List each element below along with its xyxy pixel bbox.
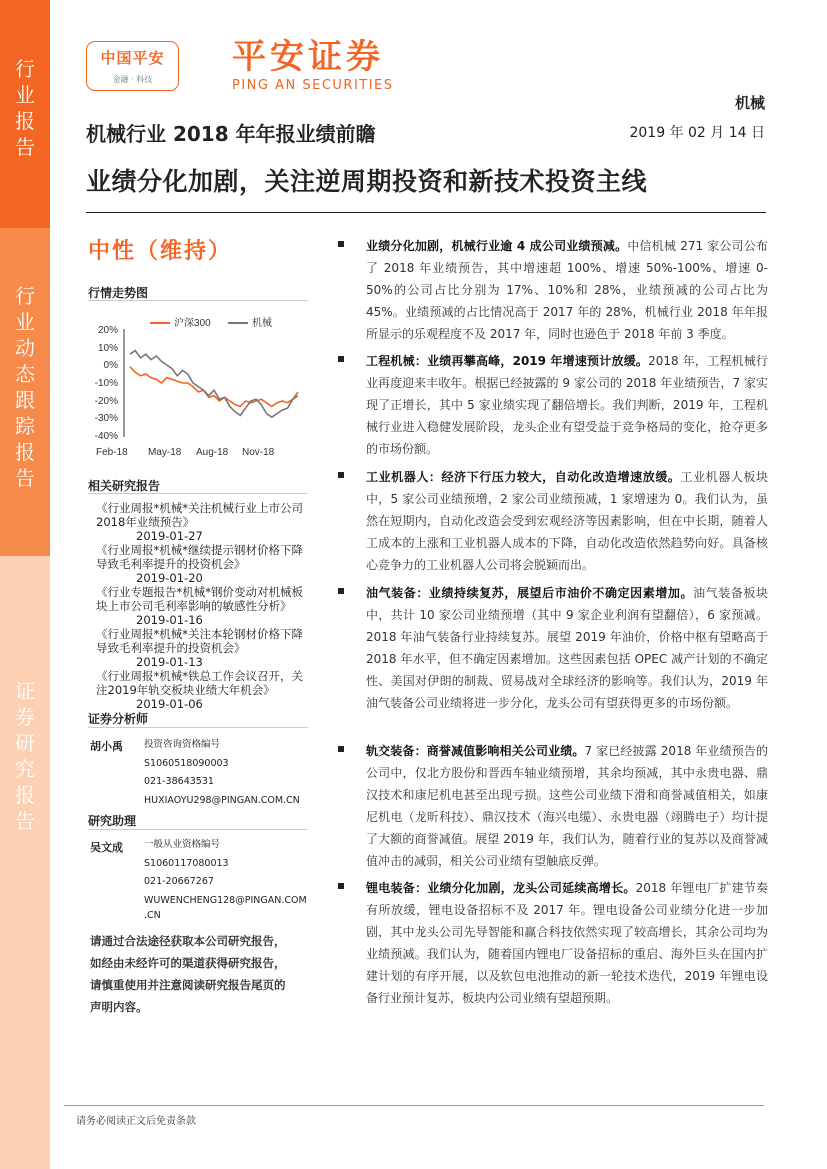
y-tick-label: -10% bbox=[94, 378, 118, 389]
bullet-body: 工业机器人板块中，5 家公司业绩预增，2 家公司业绩预减，1 家增速为 0。我们认为，虽然在短期内，自动化改造会受到宏观经济等因素影响，但在中长期，随着人工成本的上涨和工业机器人成本的下降，自动化改造依然趋势向好。具备核心竞争力的工业机器人公司将会脱颖而出。 bbox=[366, 470, 768, 572]
brand-name: 平安证券 bbox=[232, 37, 384, 77]
analyst-info-line: S1060518090003 bbox=[144, 757, 229, 769]
bullet-body: 2018 年，工程机械行业再度迎来丰收年。根据已经披露的 9 家公司的 2018 年业绩预告，7 家实现了正增长，其中 5 家业绩实现了翻倍增长。我们判断，2019 年，工程机械行业进入稳健发展阶段，龙头企业有望受益于竞争格局的变化，抢夺更多的市场份额。 bbox=[366, 354, 768, 456]
bullet-lithium-equipment bbox=[338, 877, 768, 1009]
report-headline: 业绩分化加剧，关注逆周期投资和新技术投资主线 bbox=[86, 167, 648, 196]
chart-section-title: 行情走势图 bbox=[88, 286, 149, 300]
bullet-body: 中信机械 271 家公司公布了 2018 年业绩预告，其中增速超 100%、增速 50%-100%、增速 0-50%的公司占比分别为 17%、10%和 28%，业绩预减的公司占比为 45%。业绩预减的占比情况高于 2017 年的 28%，机械行业 2018 年年报所显示的乐观程度不及 2017 年，同时也逊色于 2018 年前 3 季度。 bbox=[366, 239, 768, 341]
bullet-square-icon bbox=[338, 746, 344, 752]
series-line-hs300 bbox=[130, 367, 298, 407]
related-report-item[interactable] bbox=[96, 669, 304, 711]
bullet-construction-machinery bbox=[338, 350, 768, 460]
related-report-item[interactable] bbox=[96, 501, 304, 543]
market-trend-chart bbox=[88, 305, 308, 467]
assistant-email-cont: .CN bbox=[144, 910, 161, 921]
bullet-heading: 锂电装备：业绩分化加剧，龙头公司延续高增长。 bbox=[366, 881, 636, 895]
report-title: 《行业周报*机械*继续提示钢材价格下降导致毛利率提升的投资机会》 bbox=[96, 543, 303, 571]
analyst-info-line: 021-38643531 bbox=[144, 776, 214, 787]
bullet-heading: 业绩分化加剧，机械行业逾 4 成公司业绩预减。 bbox=[366, 239, 628, 253]
assistant-info-line: 一般从业资格编号 bbox=[144, 839, 221, 850]
y-tick-label: -40% bbox=[94, 431, 118, 442]
footer-note: 请务必阅读正文后免责条款 bbox=[76, 1116, 196, 1127]
y-tick-label: -20% bbox=[94, 396, 118, 407]
analyst-info bbox=[144, 736, 300, 810]
bullet-heading: 轨交装备：商誉减值影响相关公司业绩。 bbox=[366, 744, 585, 758]
report-title: 《行业周报*机械*铁总工作会议召开，关注2019年轨交板块业绩大年机会》 bbox=[96, 669, 303, 697]
assistant-section-title: 研究助理 bbox=[88, 814, 137, 828]
industry-label: 机械 bbox=[734, 94, 765, 112]
bullet-square-icon bbox=[338, 883, 344, 889]
analyst-section-title: 证券分析师 bbox=[88, 712, 149, 726]
bullet-square-icon bbox=[338, 356, 344, 362]
legend-label-hs300: 沪深300 bbox=[174, 318, 211, 329]
related-report-item[interactable] bbox=[96, 543, 304, 585]
brand bbox=[232, 38, 394, 93]
divider bbox=[88, 727, 308, 728]
report-date: 2019-01-16 bbox=[136, 613, 203, 627]
disclaimer: 请通过合法途径获取本公司研究报告，如经由未经许可的渠道获得研究报告，请慎重使用并注意阅读研究报告尾页的声明内容。 bbox=[90, 934, 286, 1014]
brand-name-en: PING AN SECURITIES bbox=[232, 78, 394, 93]
sidebar-section-securities-research: 证 券 研 究 报 告 bbox=[0, 556, 50, 1169]
report-title: 《行业周报*机械*关注机械行业上市公司2018年业绩预告》 bbox=[96, 501, 303, 529]
ping-an-logo bbox=[86, 41, 179, 91]
bullet-body: 7 家已经披露 2018 年业绩预告的公司中，仅北方股份和晋西车轴业绩预增，其余均预减，其中永贵电器、鼎汉技术和康尼机电甚至出现亏损。这些公司业绩下滑和商誉减值相关，如康尼机电（龙昕科技）、鼎汉技术（海兴电缆）、永贵电器（翊腾电子）均计提了大额的商誉减值。展望 2019 年，我们认为，随着行业的复苏以及商誉减值冲击的减弱，相关公司业绩有望触底反弹。 bbox=[366, 744, 768, 868]
report-title: 《行业周报*机械*关注本轮钢材价格下降导致毛利率提升的投资机会》 bbox=[96, 627, 303, 655]
logo-text: 中国平安 bbox=[100, 49, 165, 67]
bullet-body: 2018 年锂电厂扩建节奏有所放缓，锂电设备招标不及 2017 年。锂电设备公司业绩分化进一步加剧，其中龙头公司先导智能和赢合科技依然实现了较高增长，其余公司均为业绩预减。我们认为，随着国内锂电厂设备招标的重启、海外巨头在国内扩建计划的有序开展，以及软包电池推动的新一轮技术迭代，2019 年锂电设备行业预计复苏，板块内公司业绩有望超预期。 bbox=[366, 881, 768, 1005]
x-tick-label: Feb-18 bbox=[96, 447, 128, 458]
bullet-oil-gas-equipment bbox=[338, 582, 768, 714]
legend-label-machinery: 机械 bbox=[252, 318, 272, 329]
y-tick-label: 10% bbox=[97, 343, 118, 354]
bullet-heading: 工程机械：业绩再攀高峰，2019 年增速预计放缓。 bbox=[366, 354, 649, 368]
report-title: 《行业专题报告*机械*钢价变动对机械板块上市公司毛利率影响的敏感性分析》 bbox=[96, 585, 303, 613]
analyst-info-line: 投资咨询资格编号 bbox=[144, 739, 221, 750]
divider bbox=[88, 493, 308, 494]
bullet-industrial-robots bbox=[338, 466, 768, 576]
divider bbox=[88, 300, 308, 301]
related-report-item[interactable] bbox=[96, 585, 304, 627]
sidebar-section-industry-report: 行 业 报 告 bbox=[0, 0, 50, 228]
related-report-item[interactable] bbox=[96, 627, 304, 669]
x-tick-label: Nov-18 bbox=[242, 447, 275, 458]
rating: 中性（维持） bbox=[88, 239, 233, 264]
report-date: 2019-01-06 bbox=[136, 697, 203, 711]
y-tick-label: 20% bbox=[97, 325, 118, 336]
sidebar bbox=[0, 0, 50, 1169]
assistant-info bbox=[144, 836, 307, 922]
x-tick-label: Aug-18 bbox=[196, 447, 229, 458]
sidebar-section-industry-tracking: 行 业 动 态 跟 踪 报 告 bbox=[0, 228, 50, 556]
assistant-info-line: S1060117080013 bbox=[144, 857, 229, 869]
report-date: 2019 年 02 月 14 日 bbox=[629, 125, 765, 141]
analyst-name: 胡小禹 bbox=[90, 740, 123, 753]
logo-tagline: 金融 · 科技 bbox=[112, 75, 153, 84]
bullet-rail-equipment bbox=[338, 740, 768, 872]
bullet-heading: 工业机器人：经济下行压力较大，自动化改造增速放缓。 bbox=[366, 470, 681, 484]
report-subtitle: 机械行业 2018 年年报业绩前瞻 bbox=[86, 122, 376, 146]
report-date: 2019-01-20 bbox=[136, 571, 203, 585]
divider bbox=[88, 829, 308, 830]
assistant-email[interactable]: WUWENCHENG128@PINGAN.COM bbox=[144, 894, 307, 906]
header-divider bbox=[86, 212, 766, 213]
series-line-machinery bbox=[130, 351, 298, 418]
bullet-square-icon bbox=[338, 241, 344, 247]
related-reports-list bbox=[96, 501, 304, 711]
related-reports-title: 相关研究报告 bbox=[88, 479, 161, 493]
assistant-info-line: 021-20667267 bbox=[144, 876, 214, 887]
report-date: 2019-01-27 bbox=[136, 529, 203, 543]
bullet-square-icon bbox=[338, 472, 344, 478]
y-tick-label: -30% bbox=[94, 413, 118, 424]
analyst-email[interactable]: HUXIAOYU298@PINGAN.COM.CN bbox=[144, 794, 300, 806]
bullet-square-icon bbox=[338, 588, 344, 594]
report-date: 2019-01-13 bbox=[136, 655, 203, 669]
bullet-heading: 油气装备：业绩持续复苏，展望后市油价不确定因素增加。 bbox=[366, 586, 694, 600]
bullet-overview bbox=[338, 235, 768, 345]
y-tick-label: 0% bbox=[103, 360, 118, 371]
bullet-body: 油气装备板块中，共计 10 家公司业绩预增（其中 9 家企业利润有望翻倍），6 家预减。2018 年油气装备行业持续复苏。展望 2019 年油价，价格中枢有望略高于 2018 年水平，但不确定因素增加。这些因素包括 OPEC 减产计划的不确定性、美国对伊朗的制裁、贸易战对全球经济的影响等。我们认为，2019 年油气装备公司业绩将进一步分化，龙头公司有望获得更多的市场份额。 bbox=[366, 586, 768, 710]
chart-svg bbox=[88, 305, 308, 463]
assistant-name: 吴文成 bbox=[90, 841, 123, 854]
x-tick-label: May-18 bbox=[148, 447, 182, 458]
footer-divider bbox=[64, 1105, 764, 1106]
